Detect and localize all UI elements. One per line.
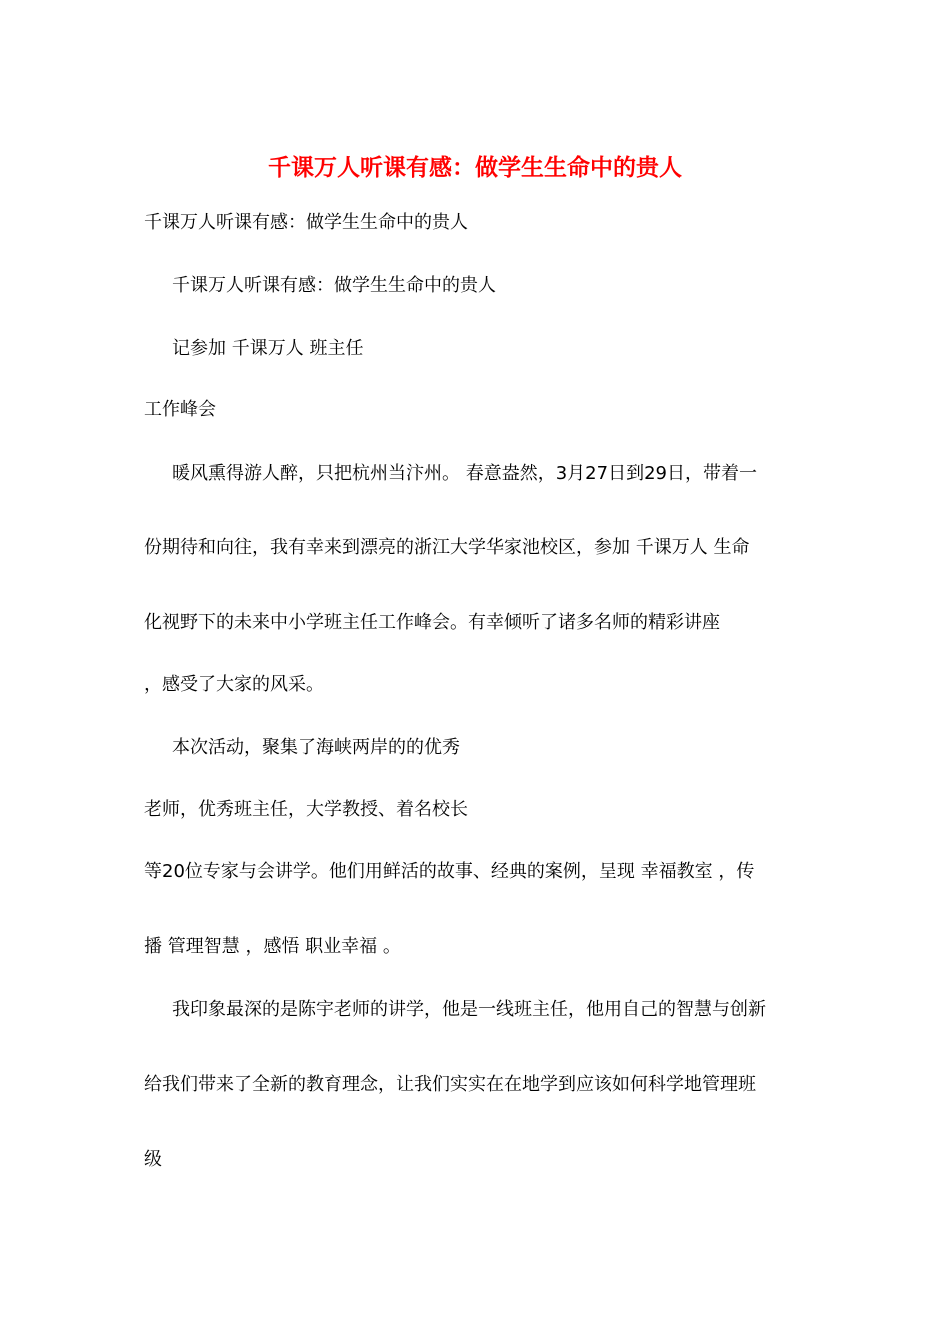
text-line: 化视野下的未来中小学班主任工作峰会。有幸倾听了诸多名师的精彩讲座 (144, 612, 720, 633)
text-line: 给我们带来了全新的教育理念，让我们实实在在地学到应该如何科学地管理班 (144, 1074, 756, 1095)
text-line: 暖风熏得游人醉，只把杭州当汴州。 春意盎然，3月27日到29日，带着一 (172, 463, 757, 484)
text-line: 级 (144, 1149, 162, 1170)
text-line: 本次活动，聚集了海峡两岸的的优秀 (172, 737, 460, 758)
text-line: 份期待和向往，我有幸来到漂亮的浙江大学华家池校区，参加 千课万人 生命 (144, 537, 750, 558)
text-line: 老师，优秀班主任，大学教授、着名校长 (144, 799, 468, 820)
text-line: 等20位专家与会讲学。他们用鲜活的故事、经典的案例，呈现 幸福教室 ，传 (144, 861, 755, 882)
text-line: 千课万人听课有感：做学生生命中的贵人 (172, 275, 496, 296)
text-line: 千课万人听课有感：做学生生命中的贵人 (144, 212, 468, 233)
text-line: ，感受了大家的风采。 (144, 674, 324, 695)
document-title: 千课万人听课有感：做学生生命中的贵人 (268, 154, 682, 181)
text-line: 播 管理智慧 ，感悟 职业幸福 。 (144, 936, 401, 957)
text-line: 工作峰会 (144, 399, 216, 420)
text-line: 我印象最深的是陈宇老师的讲学，他是一线班主任，他用自己的智慧与创新 (172, 999, 766, 1020)
text-line: 记参加 千课万人 班主任 (172, 338, 364, 359)
